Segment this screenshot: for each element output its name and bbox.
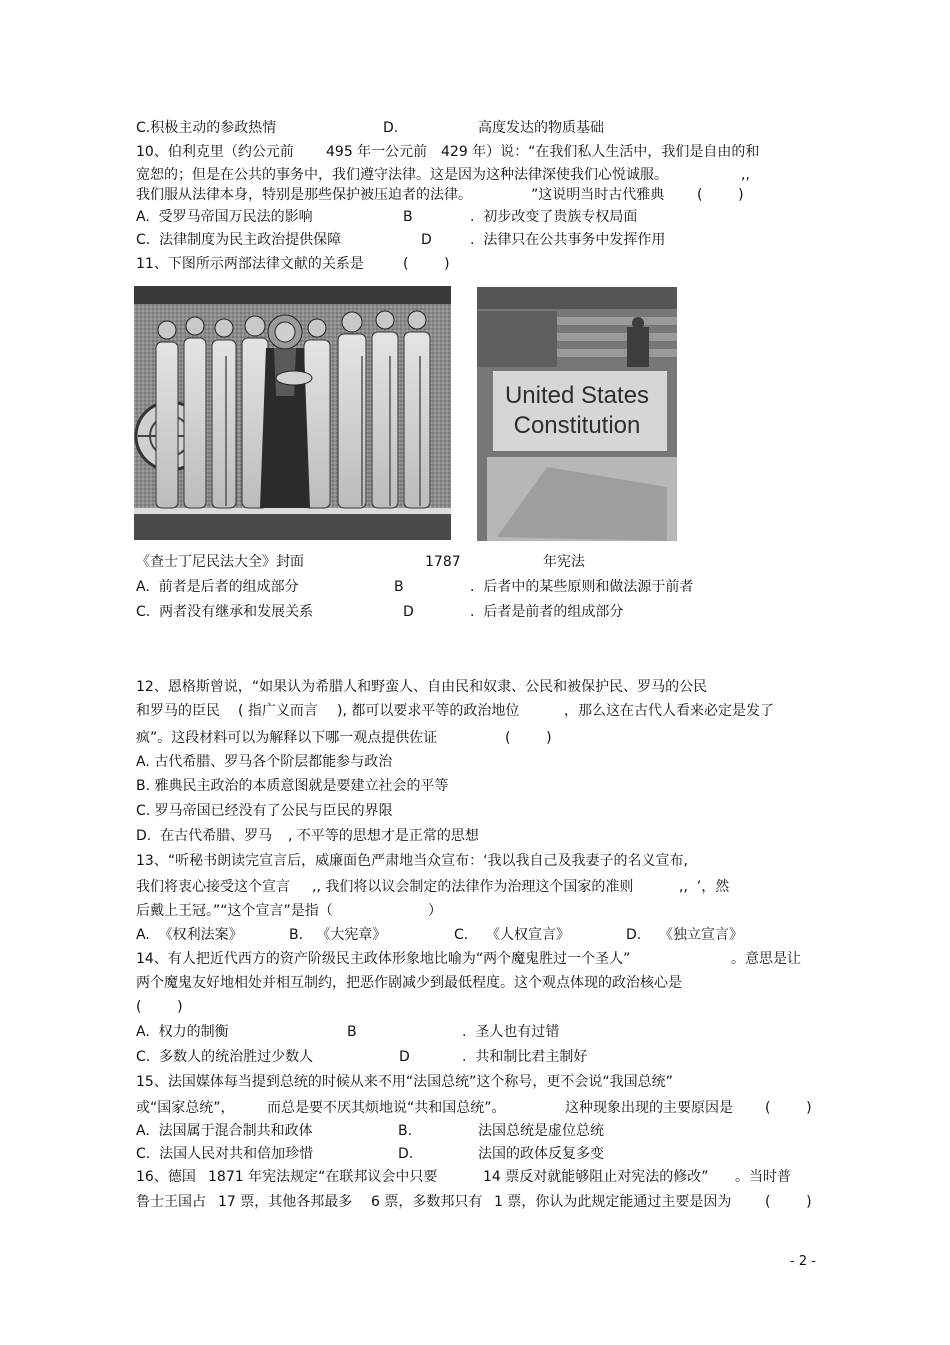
text-line-15-part-1: B. 雅典民主政治的本质意图就是要建立社会的平等 xyxy=(136,778,449,794)
text-line-12-part-1: 和罗马的臣民 xyxy=(136,703,220,719)
text-line-9-part-3: . 后者中的某些原则和做法源于前者 xyxy=(470,579,694,595)
constitution-title-line2: Constitution xyxy=(513,412,641,439)
text-line-7-part-1: 11、下图所示两部法律文献的关系是 xyxy=(136,256,364,272)
text-line-6-part-2: D xyxy=(421,232,432,248)
text-line-25-part-1: A. 权力的制衡 xyxy=(136,1024,229,1040)
constitution-title-line1: United States xyxy=(504,382,650,409)
text-line-30-part-2: D. xyxy=(398,1146,414,1162)
text-line-18-part-1: 13、“听秘书朗读完宣言后，威廉面色严肃地当众宣布：‘我以我自己及我妻子的名义宣布, xyxy=(136,853,688,869)
text-line-3-part-2: ,, xyxy=(741,167,750,183)
text-line-25-part-2: B xyxy=(347,1024,357,1040)
text-line-21-part-2: B. 《大宪章》 xyxy=(289,927,387,943)
text-line-1-part-1: C.积极主动的参政热情 xyxy=(136,120,277,136)
text-line-32-part-5: ( ) xyxy=(765,1194,812,1210)
text-line-26-part-1: C. 多数人的统治胜过少数人 xyxy=(136,1049,314,1065)
text-line-32-part-3: 6 票，多数邦只有 xyxy=(371,1194,483,1210)
justinian-mosaic-image xyxy=(134,286,451,540)
text-line-29-part-2: B. xyxy=(398,1123,413,1139)
text-line-19-part-3: ,, ’，然 xyxy=(679,879,730,895)
text-line-32-part-4: 1 票，你认为此规定能通过主要是因为 xyxy=(494,1194,732,1210)
text-line-13-part-2: ( ) xyxy=(505,730,552,746)
text-line-13-part-1: 疯”。这段材料可以为解释以下哪一观点提供佐证 xyxy=(136,730,438,746)
text-line-19-part-2: ,, 我们将以议会制定的法律作为治理这个国家的准则 xyxy=(312,879,634,895)
text-line-14-part-1: A. 古代希腊、罗马各个阶层都能参与政治 xyxy=(136,754,393,770)
us-constitution-cover-image xyxy=(477,287,677,541)
text-line-10-part-1: C. 两者没有继承和发展关系 xyxy=(136,604,314,620)
text-line-9-part-1: A. 前者是后者的组成部分 xyxy=(136,579,299,595)
text-line-27-part-1: 15、法国媒体每当提到总统的时候从来不用“法国总统”这个称号，更不会说“我国总统” xyxy=(136,1074,673,1090)
text-line-29-part-1: A. 法国属于混合制共和政体 xyxy=(136,1123,313,1139)
text-line-30-part-1: C. 法国人民对共和倍加珍惜 xyxy=(136,1146,314,1162)
text-line-29-part-3: 法国总统是虚位总统 xyxy=(478,1123,604,1139)
text-line-24-part-1: ( ) xyxy=(136,999,183,1015)
text-line-28-part-1: 或“国家总统”， xyxy=(136,1100,235,1116)
text-line-8-part-1: 《查士丁尼民法大全》封面 xyxy=(136,554,304,570)
text-line-25-part-3: . 圣人也有过错 xyxy=(462,1024,560,1040)
text-line-12-part-2: ( 指广义而言 xyxy=(238,703,318,719)
text-line-1-part-3: 高度发达的物质基础 xyxy=(478,120,604,136)
text-line-11-part-1: 12、恩格斯曾说，“如果认为希腊人和野蛮人、自由民和奴隶、公民和被保护民、罗马的公民 xyxy=(136,679,708,695)
text-line-22-part-2: 。意思是让 xyxy=(731,951,801,967)
text-line-23-part-1: 两个魔鬼友好地相处并相互制约，把恶作剧减少到最低程度。这个观点体现的政治核心是 xyxy=(136,975,682,991)
text-line-8-part-2: 1787 xyxy=(425,554,461,570)
text-line-28-part-4: ( ) xyxy=(765,1100,812,1116)
text-line-4-part-3: ( ) xyxy=(697,187,744,203)
text-line-4-part-1: 我们服从法律本身，特别是那些保护被压迫者的法律。 xyxy=(136,187,472,203)
text-line-2-part-2: 495 年一公元前 xyxy=(326,144,428,160)
text-line-17-part-1: D. 在古代希腊、罗马 xyxy=(136,828,273,844)
text-line-20-part-1: 后戴上王冠。”“这个宣言”是指（ xyxy=(136,903,333,919)
text-line-30-part-3: 法国的政体反复多变 xyxy=(478,1146,604,1162)
text-line-20-part-2: ） xyxy=(428,903,442,919)
text-line-32-part-2: 17 票，其他各邦最多 xyxy=(218,1194,353,1210)
text-line-9-part-2: B xyxy=(394,579,404,595)
text-line-5-part-1: A. 受罗马帝国万民法的影响 xyxy=(136,209,313,225)
text-line-5-part-2: B xyxy=(403,209,413,225)
text-line-28-part-3: 这种现象出现的主要原因是 xyxy=(565,1100,733,1116)
text-line-10-part-2: D xyxy=(403,604,414,620)
text-line-26-part-2: D xyxy=(399,1049,410,1065)
text-line-2-part-3: 429 年）说：“在我们私人生活中，我们是自由的和 xyxy=(441,144,760,160)
text-line-32-part-1: 鲁士王国占 xyxy=(136,1194,206,1210)
text-line-26-part-3: . 共和制比君主制好 xyxy=(462,1049,588,1065)
text-line-17-part-2: , 不平等的思想才是正常的思想 xyxy=(288,828,479,844)
text-line-19-part-1: 我们将衷心接受这个宣言 xyxy=(136,879,290,895)
page-number: - 2 - xyxy=(790,1254,816,1269)
text-line-6-part-3: . 法律只在公共事务中发挥作用 xyxy=(470,232,666,248)
text-line-12-part-4: ，那么这在古代人看来必定是发了 xyxy=(564,703,774,719)
text-line-5-part-3: . 初步改变了贵族专权局面 xyxy=(470,209,638,225)
text-line-10-part-3: . 后者是前者的组成部分 xyxy=(470,604,624,620)
text-line-6-part-1: C. 法律制度为民主政治提供保障 xyxy=(136,232,342,248)
text-line-21-part-3: C. 《人权宣言》 xyxy=(454,927,571,943)
text-line-31-part-1: 16、德国 xyxy=(136,1169,196,1185)
text-line-21-part-1: A. 《权利法案》 xyxy=(136,927,243,943)
text-line-8-part-3: 年宪法 xyxy=(543,554,585,570)
constitution-cover-drawing xyxy=(477,287,677,541)
text-line-31-part-3: 14 票反对就能够阻止对宪法的修改” xyxy=(483,1169,709,1185)
text-line-12-part-3: ), 都可以要求平等的政治地位 xyxy=(337,703,520,719)
text-line-21-part-4: D. 《独立宣言》 xyxy=(626,927,744,943)
text-line-16-part-1: C. 罗马帝国已经没有了公民与臣民的界限 xyxy=(136,803,393,819)
text-line-31-part-4: 。当时普 xyxy=(735,1169,791,1185)
mosaic-drawing xyxy=(134,286,451,540)
text-line-3-part-1: 宽恕的；但是在公共的事务中，我们遵守法律。这是因为这种法律深使我们心悦诚服。 xyxy=(136,167,668,183)
text-line-28-part-2: 而总是要不厌其烦地说“共和国总统”。 xyxy=(267,1100,506,1116)
text-line-22-part-1: 14、有人把近代西方的资产阶级民主政体形象地比喻为“两个魔鬼胜过一个圣人” xyxy=(136,951,631,967)
text-line-1-part-2: D. xyxy=(383,120,399,136)
text-line-31-part-2: 1871 年宪法规定“在联邦议会中只要 xyxy=(208,1169,438,1185)
text-line-4-part-2: ”这说明当时古代雅典 xyxy=(531,187,665,203)
text-line-7-part-2: ( ) xyxy=(403,256,450,272)
text-line-2-part-1: 10、伯利克里（约公元前 xyxy=(136,144,294,160)
